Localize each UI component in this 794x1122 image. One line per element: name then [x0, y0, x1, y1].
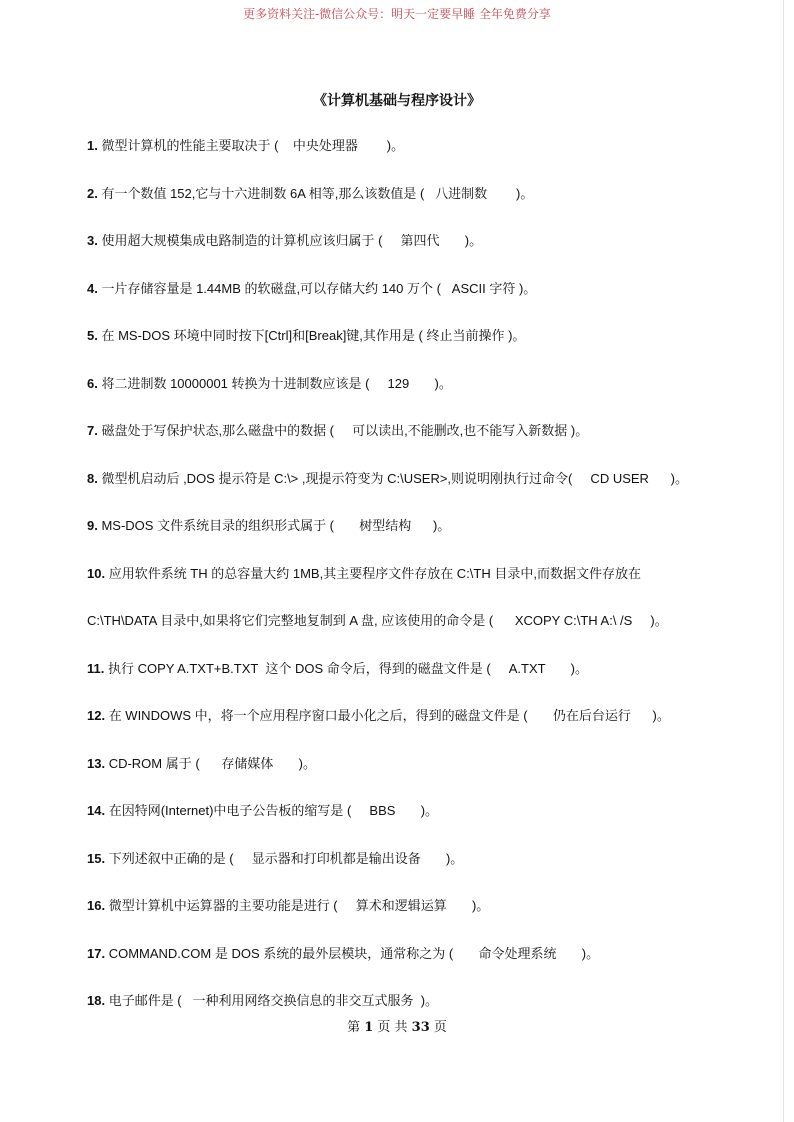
question-item	[87, 645, 727, 693]
question-text: 在 WINDOWS 中，将一个应用程序窗口最小化之后，得到的磁盘文件是 ( 仍在后台运行 )。	[105, 708, 670, 723]
question-text: 电子邮件是 ( 一种利用网络交换信息的非交互式服务 )。	[105, 993, 439, 1008]
question-item	[87, 740, 727, 788]
question-text: 一片存储容量是 1.44MB 的软磁盘,可以存储大约 140 万个 ( ASCII 字符 )。	[97, 280, 537, 296]
question-text: MS-DOS 文件系统目录的组织形式属于 ( 树型结构 )。	[97, 518, 451, 533]
question-item	[87, 692, 727, 740]
footer-prefix: 第	[347, 1020, 365, 1035]
question-text: 执行 COPY A.TXT+B.TXT 这个 DOS 命令后，得到的磁盘文件是 ( A.TXT )。	[104, 660, 588, 676]
question-number: 5.	[87, 328, 98, 343]
question-text: CD-ROM 属于 ( 存储媒体 )。	[105, 755, 316, 771]
question-number: 11.	[87, 660, 105, 676]
question-text: 有一个数值 152,它与十六进制数 6A 相等,那么该数值是 ( 八进制数 )。	[97, 185, 534, 201]
page-edge	[783, 0, 784, 1122]
question-item	[87, 597, 727, 645]
question-number: 15.	[87, 850, 106, 866]
question-number: 17.	[87, 945, 106, 961]
question-text: COMMAND.COM 是 DOS 系统的最外层模块，通常称之为 ( 命令处理系统 )。	[105, 945, 600, 961]
question-number: 1.	[87, 138, 98, 153]
question-text: C:\TH\DATA 目录中,如果将它们完整地复制到 A 盘, 应该使用的命令是 ( XCOPY C:\TH A:\ /S )。	[87, 613, 668, 628]
question-number: 16.	[87, 898, 106, 913]
question-text: 磁盘处于写保护状态,那么磁盘中的数据 ( 可以读出,不能删改,也不能写入新数据 )。	[97, 423, 589, 438]
watermark-header: 更多资料关注-微信公众号：明天一定要早睡 全年免费分享	[243, 7, 551, 21]
question-text: 微型机启动后 ,DOS 提示符是 C:\> ,现提示符变为 C:\USER>,则说明刚执行过命令( CD USER )。	[97, 470, 688, 486]
question-item	[87, 217, 727, 265]
question-item	[87, 835, 727, 883]
total-pages: 33	[411, 1020, 430, 1035]
question-item	[87, 882, 727, 930]
question-text: 使用超大规模集成电路制造的计算机应该归属于 ( 第四代 )。	[97, 233, 483, 248]
question-text: 将二进制数 10000001 转换为十进制数应该是 ( 129 )。	[97, 375, 452, 391]
document-title: 《计算机基础与程序设计》	[313, 92, 481, 108]
question-item	[87, 930, 727, 978]
question-item	[87, 170, 727, 218]
question-item	[87, 312, 727, 360]
question-number: 10.	[87, 565, 106, 581]
footer-middle: 页 共	[373, 1020, 412, 1035]
question-text: 下列述叙中正确的是 ( 显示器和打印机都是输出设备 )。	[105, 850, 464, 866]
question-number: 6.	[87, 375, 98, 391]
question-text: 在因特网(Internet)中电子公告板的缩写是 ( BBS )。	[105, 803, 439, 818]
question-number: 14.	[87, 803, 106, 818]
question-text: 在 MS-DOS 环境中同时按下[Ctrl]和[Break]键,其作用是 ( 终止当前操作 )。	[97, 328, 526, 343]
question-text: 微型计算机的性能主要取决于 ( 中央处理器 )。	[97, 138, 405, 153]
question-number: 2.	[87, 185, 98, 201]
question-item	[87, 502, 727, 550]
question-number: 4.	[87, 280, 98, 296]
footer-suffix: 页	[429, 1020, 447, 1035]
question-number: 3.	[87, 233, 98, 248]
page-footer	[0, 1016, 794, 1035]
question-number: 7.	[87, 423, 98, 438]
question-number: 9.	[87, 518, 98, 533]
question-text: 微型计算机中运算器的主要功能是进行 ( 算术和逻辑运算 )。	[105, 898, 490, 913]
question-item	[87, 360, 727, 408]
question-item	[87, 550, 727, 598]
question-number: 13.	[87, 755, 106, 771]
question-list	[87, 122, 727, 1025]
question-item	[87, 122, 727, 170]
question-item	[87, 407, 727, 455]
question-item	[87, 265, 727, 313]
question-item	[87, 787, 727, 835]
question-number: 12.	[87, 708, 106, 723]
question-text: 应用软件系统 TH 的总容量大约 1MB,其主要程序文件存放在 C:\TH 目录中,而数据文件存放在	[105, 565, 641, 581]
question-item	[87, 455, 727, 503]
question-number: 18.	[87, 993, 106, 1008]
question-number: 8.	[87, 470, 98, 486]
page-number: 1	[364, 1020, 374, 1035]
